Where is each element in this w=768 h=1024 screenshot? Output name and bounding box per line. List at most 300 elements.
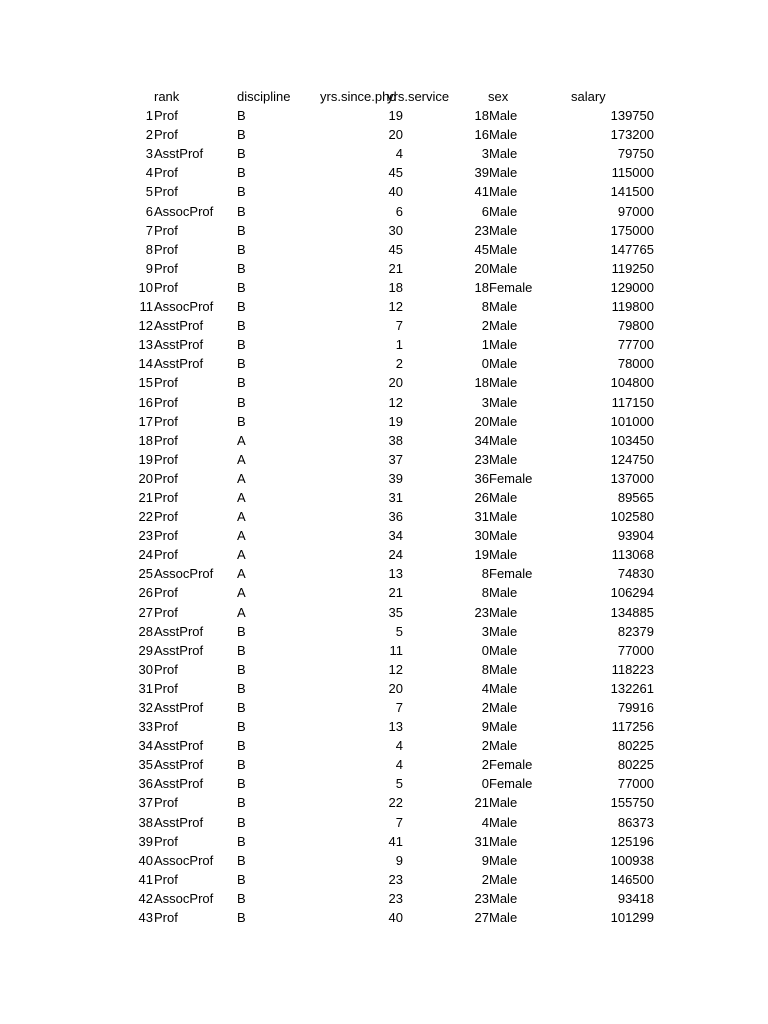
row-index: 20 — [138, 470, 153, 486]
cell-yrs-since-phd: 19 — [388, 108, 403, 124]
row-index: 10 — [138, 279, 153, 295]
cell-salary: 79750 — [617, 146, 654, 162]
cell-rank: AssocProf — [154, 299, 214, 315]
cell-sex: Male — [489, 146, 518, 162]
data-table — [132, 87, 672, 927]
cell-salary: 173200 — [610, 127, 654, 143]
cell-rank: Prof — [154, 260, 178, 276]
cell-discipline: B — [237, 394, 246, 410]
cell-discipline: A — [237, 470, 246, 486]
cell-yrs-service: 41 — [474, 184, 489, 200]
cell-salary: 132261 — [610, 680, 654, 696]
cell-yrs-service: 2 — [481, 757, 489, 773]
table-row — [132, 736, 672, 755]
table-row — [132, 813, 672, 832]
table-row — [132, 297, 672, 316]
cell-rank: AssocProf — [154, 203, 214, 219]
row-index: 6 — [145, 203, 153, 219]
row-index: 13 — [138, 337, 153, 353]
cell-rank: Prof — [154, 604, 178, 620]
cell-salary: 137000 — [610, 470, 654, 486]
cell-salary: 139750 — [610, 108, 654, 124]
cell-salary: 103450 — [610, 432, 654, 448]
row-index: 17 — [138, 413, 153, 429]
row-index: 29 — [138, 642, 153, 658]
cell-salary: 102580 — [610, 509, 654, 525]
cell-discipline: A — [237, 585, 246, 601]
table-row — [132, 603, 672, 622]
cell-rank: Prof — [154, 680, 178, 696]
row-index: 26 — [138, 585, 153, 601]
cell-rank: Prof — [154, 470, 178, 486]
cell-salary: 113068 — [611, 547, 654, 563]
cell-yrs-service: 45 — [474, 241, 489, 257]
cell-salary: 119250 — [611, 260, 654, 276]
row-index: 42 — [138, 890, 153, 906]
cell-yrs-service: 0 — [481, 642, 489, 658]
cell-sex: Male — [489, 108, 518, 124]
cell-salary: 146500 — [610, 871, 654, 887]
cell-rank: Prof — [154, 661, 178, 677]
row-index: 14 — [138, 356, 153, 372]
row-index: 40 — [138, 852, 153, 868]
table-row — [132, 431, 672, 450]
cell-yrs-since-phd: 41 — [388, 833, 403, 849]
cell-sex: Male — [489, 375, 518, 391]
cell-salary: 106294 — [610, 585, 654, 601]
cell-yrs-since-phd: 45 — [388, 165, 403, 181]
cell-salary: 141500 — [610, 184, 654, 200]
cell-salary: 134885 — [610, 604, 654, 620]
cell-salary: 97000 — [617, 203, 654, 219]
table-row — [132, 774, 672, 793]
row-index: 28 — [138, 623, 153, 639]
cell-sex: Male — [489, 489, 518, 505]
cell-sex: Male — [489, 719, 518, 735]
cell-sex: Male — [489, 910, 518, 926]
cell-rank: Prof — [154, 795, 178, 811]
cell-sex: Male — [489, 528, 518, 544]
row-index: 15 — [138, 375, 153, 391]
cell-rank: AsstProf — [154, 738, 204, 754]
cell-yrs-service: 36 — [474, 470, 489, 486]
cell-sex: Female — [489, 279, 533, 295]
cell-rank: Prof — [154, 528, 178, 544]
table-row — [132, 526, 672, 545]
row-index: 33 — [138, 719, 153, 735]
table-row — [132, 163, 672, 182]
cell-sex: Male — [489, 222, 518, 238]
cell-sex: Male — [489, 738, 518, 754]
cell-rank: AssocProf — [154, 852, 214, 868]
cell-sex: Male — [489, 852, 518, 868]
table-row — [132, 278, 672, 297]
row-index: 2 — [145, 127, 153, 143]
table-row — [132, 793, 672, 812]
row-index: 35 — [138, 757, 153, 773]
cell-yrs-service: 31 — [474, 509, 489, 525]
cell-yrs-service: 23 — [474, 890, 489, 906]
row-index: 36 — [138, 776, 153, 792]
cell-yrs-since-phd: 20 — [388, 375, 403, 391]
cell-salary: 77000 — [617, 642, 654, 658]
cell-sex: Male — [489, 260, 518, 276]
table-row — [132, 583, 672, 602]
cell-sex: Male — [489, 299, 518, 315]
cell-salary: 104800 — [610, 375, 654, 391]
cell-salary: 117150 — [611, 394, 654, 410]
cell-yrs-service: 23 — [474, 222, 489, 238]
cell-yrs-service: 39 — [474, 165, 489, 181]
cell-yrs-since-phd: 9 — [395, 852, 403, 868]
cell-rank: Prof — [154, 184, 178, 200]
cell-yrs-since-phd: 30 — [388, 222, 403, 238]
cell-yrs-service: 30 — [474, 528, 489, 544]
cell-salary: 175000 — [610, 222, 654, 238]
table-row — [132, 889, 672, 908]
cell-yrs-service: 2 — [481, 738, 489, 754]
cell-rank: AsstProf — [154, 623, 204, 639]
cell-yrs-since-phd: 21 — [388, 585, 403, 601]
cell-rank: Prof — [154, 910, 178, 926]
cell-salary: 119800 — [611, 299, 654, 315]
cell-discipline: A — [237, 566, 246, 582]
table-row — [132, 221, 672, 240]
cell-discipline: B — [237, 318, 246, 334]
cell-discipline: B — [237, 203, 246, 219]
cell-sex: Female — [489, 566, 533, 582]
cell-yrs-service: 16 — [474, 127, 489, 143]
cell-discipline: B — [237, 337, 246, 353]
row-index: 25 — [138, 566, 153, 582]
cell-discipline: A — [237, 489, 246, 505]
cell-salary: 155750 — [610, 795, 654, 811]
cell-rank: Prof — [154, 871, 178, 887]
row-index: 11 — [139, 299, 153, 315]
table-row — [132, 908, 672, 927]
cell-yrs-since-phd: 18 — [388, 279, 403, 295]
cell-discipline: A — [237, 547, 246, 563]
cell-yrs-since-phd: 5 — [395, 776, 403, 792]
table-row — [132, 240, 672, 259]
row-index: 8 — [145, 241, 153, 257]
cell-yrs-service: 3 — [481, 623, 489, 639]
row-index: 41 — [138, 871, 153, 887]
cell-discipline: B — [237, 833, 246, 849]
cell-yrs-since-phd: 12 — [388, 394, 403, 410]
cell-sex: Male — [489, 814, 518, 830]
cell-rank: Prof — [154, 127, 178, 143]
table-row — [132, 316, 672, 335]
cell-yrs-service: 6 — [481, 203, 489, 219]
cell-discipline: B — [237, 680, 246, 696]
header-discipline: discipline — [237, 89, 291, 104]
cell-salary: 82379 — [617, 623, 654, 639]
header-salary: salary — [571, 89, 606, 104]
cell-rank: Prof — [154, 451, 178, 467]
cell-discipline: B — [237, 260, 246, 276]
cell-discipline: B — [237, 757, 246, 773]
cell-salary: 77700 — [617, 337, 654, 353]
cell-yrs-since-phd: 37 — [388, 451, 403, 467]
table-row — [132, 507, 672, 526]
cell-yrs-service: 0 — [481, 776, 489, 792]
table-row — [132, 641, 672, 660]
cell-discipline: B — [237, 700, 246, 715]
header-yrs-since-phd: yrs.since.phd — [320, 89, 397, 104]
row-index: 39 — [138, 833, 153, 849]
row-index: 9 — [145, 260, 153, 276]
cell-discipline: B — [237, 222, 246, 238]
cell-yrs-since-phd: 23 — [388, 871, 403, 887]
cell-rank: Prof — [154, 585, 178, 601]
table-row — [132, 622, 672, 641]
table-row — [132, 679, 672, 698]
table-row — [132, 450, 672, 469]
cell-salary: 80225 — [617, 757, 654, 773]
cell-rank: Prof — [154, 394, 178, 410]
cell-yrs-service: 23 — [474, 451, 489, 467]
cell-discipline: B — [237, 184, 246, 200]
cell-yrs-since-phd: 1 — [395, 337, 403, 353]
cell-yrs-since-phd: 13 — [388, 719, 403, 735]
table-row — [132, 660, 672, 679]
cell-yrs-service: 26 — [474, 489, 489, 505]
cell-yrs-since-phd: 11 — [389, 642, 403, 658]
cell-rank: AsstProf — [154, 318, 204, 334]
cell-yrs-since-phd: 38 — [388, 432, 403, 448]
cell-rank: AsstProf — [154, 700, 204, 715]
cell-salary: 117256 — [611, 719, 654, 735]
cell-sex: Male — [489, 795, 518, 811]
table-row — [132, 698, 672, 717]
row-index: 37 — [138, 795, 153, 811]
cell-sex: Male — [489, 680, 518, 696]
header-yrs-service: yrs.service — [387, 89, 450, 104]
cell-salary: 147765 — [610, 241, 654, 257]
row-index: 22 — [138, 509, 153, 525]
cell-sex: Female — [489, 470, 533, 486]
cell-yrs-since-phd: 20 — [388, 680, 403, 696]
cell-salary: 93418 — [617, 890, 654, 906]
row-index: 27 — [138, 604, 153, 620]
row-index: 34 — [138, 738, 153, 754]
cell-sex: Male — [489, 585, 518, 601]
cell-sex: Female — [489, 776, 533, 792]
cell-sex: Male — [489, 356, 518, 372]
cell-discipline: B — [237, 146, 246, 162]
cell-yrs-since-phd: 31 — [388, 489, 403, 505]
cell-sex: Male — [489, 623, 518, 639]
cell-yrs-service: 18 — [474, 375, 489, 391]
cell-rank: Prof — [154, 375, 178, 391]
cell-sex: Male — [489, 413, 518, 429]
row-index: 43 — [138, 910, 153, 926]
cell-salary: 118223 — [611, 661, 654, 677]
cell-discipline: B — [237, 910, 246, 926]
table-row — [132, 545, 672, 564]
cell-rank: Prof — [154, 222, 178, 238]
table-row — [132, 832, 672, 851]
cell-salary: 77000 — [617, 776, 654, 792]
cell-yrs-since-phd: 24 — [388, 547, 403, 563]
table-row — [132, 851, 672, 870]
cell-rank: Prof — [154, 509, 178, 525]
cell-rank: Prof — [154, 241, 178, 257]
table-row — [132, 412, 672, 431]
cell-yrs-since-phd: 35 — [388, 604, 403, 620]
cell-yrs-since-phd: 13 — [388, 566, 403, 582]
cell-discipline: B — [237, 623, 246, 639]
table-row — [132, 125, 672, 144]
cell-sex: Male — [489, 642, 518, 658]
cell-yrs-service: 23 — [474, 604, 489, 620]
cell-yrs-service: 20 — [474, 413, 489, 429]
cell-yrs-service: 8 — [481, 566, 489, 582]
cell-yrs-since-phd: 6 — [395, 203, 403, 219]
table-row — [132, 755, 672, 774]
cell-yrs-service: 9 — [481, 852, 489, 868]
cell-rank: Prof — [154, 165, 178, 181]
cell-yrs-service: 18 — [474, 279, 489, 295]
cell-discipline: A — [237, 451, 246, 467]
cell-sex: Male — [489, 432, 518, 448]
cell-discipline: B — [237, 852, 246, 868]
row-index: 23 — [138, 528, 153, 544]
cell-rank: Prof — [154, 432, 178, 448]
cell-yrs-service: 0 — [481, 356, 489, 372]
cell-yrs-since-phd: 45 — [388, 241, 403, 257]
cell-yrs-since-phd: 20 — [388, 127, 403, 143]
cell-rank: Prof — [154, 547, 178, 563]
cell-yrs-since-phd: 12 — [388, 661, 403, 677]
header-sex: sex — [488, 89, 509, 104]
cell-rank: AsstProf — [154, 642, 204, 658]
cell-discipline: B — [237, 719, 246, 735]
row-index: 21 — [138, 489, 153, 505]
cell-rank: Prof — [154, 413, 178, 429]
table-row — [132, 106, 672, 125]
cell-yrs-since-phd: 34 — [388, 528, 403, 544]
cell-sex: Male — [489, 394, 518, 410]
row-index: 4 — [145, 165, 153, 181]
cell-yrs-service: 8 — [481, 299, 489, 315]
cell-discipline: B — [237, 642, 246, 658]
cell-yrs-since-phd: 40 — [388, 184, 403, 200]
cell-salary: 124750 — [610, 451, 654, 467]
table-row — [132, 354, 672, 373]
row-index: 24 — [138, 547, 153, 563]
cell-yrs-since-phd: 36 — [388, 509, 403, 525]
cell-sex: Male — [489, 318, 518, 334]
table-row — [132, 564, 672, 583]
table-row — [132, 717, 672, 736]
cell-discipline: B — [237, 356, 246, 372]
cell-sex: Male — [489, 184, 518, 200]
cell-sex: Male — [489, 127, 518, 143]
table-row — [132, 202, 672, 221]
cell-rank: AsstProf — [154, 146, 204, 162]
cell-discipline: B — [237, 375, 246, 391]
cell-discipline: B — [237, 127, 246, 143]
cell-yrs-since-phd: 4 — [395, 146, 403, 162]
cell-salary: 74830 — [617, 566, 654, 582]
cell-discipline: B — [237, 299, 246, 315]
cell-salary: 79916 — [617, 700, 654, 715]
cell-discipline: B — [237, 814, 246, 830]
cell-sex: Male — [489, 700, 518, 715]
cell-yrs-since-phd: 40 — [388, 910, 403, 926]
cell-discipline: B — [237, 890, 246, 906]
header-rank: rank — [154, 89, 180, 104]
cell-sex: Male — [489, 890, 518, 906]
cell-yrs-service: 4 — [481, 680, 489, 696]
cell-discipline: B — [237, 776, 246, 792]
cell-yrs-service: 4 — [481, 814, 489, 830]
cell-rank: AsstProf — [154, 814, 204, 830]
cell-yrs-since-phd: 4 — [395, 757, 403, 773]
row-index: 7 — [145, 222, 153, 238]
cell-discipline: B — [237, 279, 246, 295]
cell-sex: Male — [489, 833, 518, 849]
cell-rank: AsstProf — [154, 776, 204, 792]
cell-yrs-service: 31 — [474, 833, 489, 849]
cell-rank: AssocProf — [154, 890, 214, 906]
cell-salary: 89565 — [617, 489, 654, 505]
cell-rank: Prof — [154, 108, 178, 124]
cell-rank: Prof — [154, 279, 178, 295]
cell-yrs-since-phd: 12 — [388, 299, 403, 315]
row-index: 19 — [138, 451, 153, 467]
cell-yrs-since-phd: 23 — [388, 890, 403, 906]
row-index: 16 — [138, 394, 153, 410]
row-index: 38 — [138, 814, 153, 830]
row-index: 1 — [145, 108, 153, 124]
cell-rank: AsstProf — [154, 337, 204, 353]
row-index: 30 — [138, 661, 153, 677]
cell-discipline: B — [237, 795, 246, 811]
cell-discipline: B — [237, 871, 246, 887]
cell-sex: Male — [489, 203, 518, 219]
cell-rank: AsstProf — [154, 757, 204, 773]
header-row — [132, 87, 672, 106]
cell-salary: 86373 — [617, 814, 654, 830]
row-index: 31 — [138, 680, 153, 696]
cell-yrs-since-phd: 2 — [395, 356, 403, 372]
cell-discipline: A — [237, 432, 246, 448]
cell-salary: 101000 — [610, 413, 654, 429]
cell-yrs-since-phd: 5 — [395, 623, 403, 639]
table-body — [132, 106, 672, 927]
cell-yrs-service: 34 — [474, 432, 489, 448]
cell-yrs-service: 1 — [481, 337, 489, 353]
cell-discipline: B — [237, 413, 246, 429]
cell-sex: Male — [489, 604, 518, 620]
cell-sex: Male — [489, 451, 518, 467]
cell-sex: Male — [489, 509, 518, 525]
cell-salary: 115000 — [611, 165, 654, 181]
table-row — [132, 182, 672, 201]
cell-yrs-service: 2 — [481, 871, 489, 887]
cell-salary: 93904 — [617, 528, 654, 544]
cell-discipline: A — [237, 604, 246, 620]
row-index: 18 — [138, 432, 153, 448]
cell-yrs-service: 27 — [474, 910, 489, 926]
cell-rank: AssocProf — [154, 566, 214, 582]
cell-sex: Male — [489, 547, 518, 563]
cell-salary: 129000 — [610, 279, 654, 295]
cell-yrs-service: 8 — [481, 585, 489, 601]
